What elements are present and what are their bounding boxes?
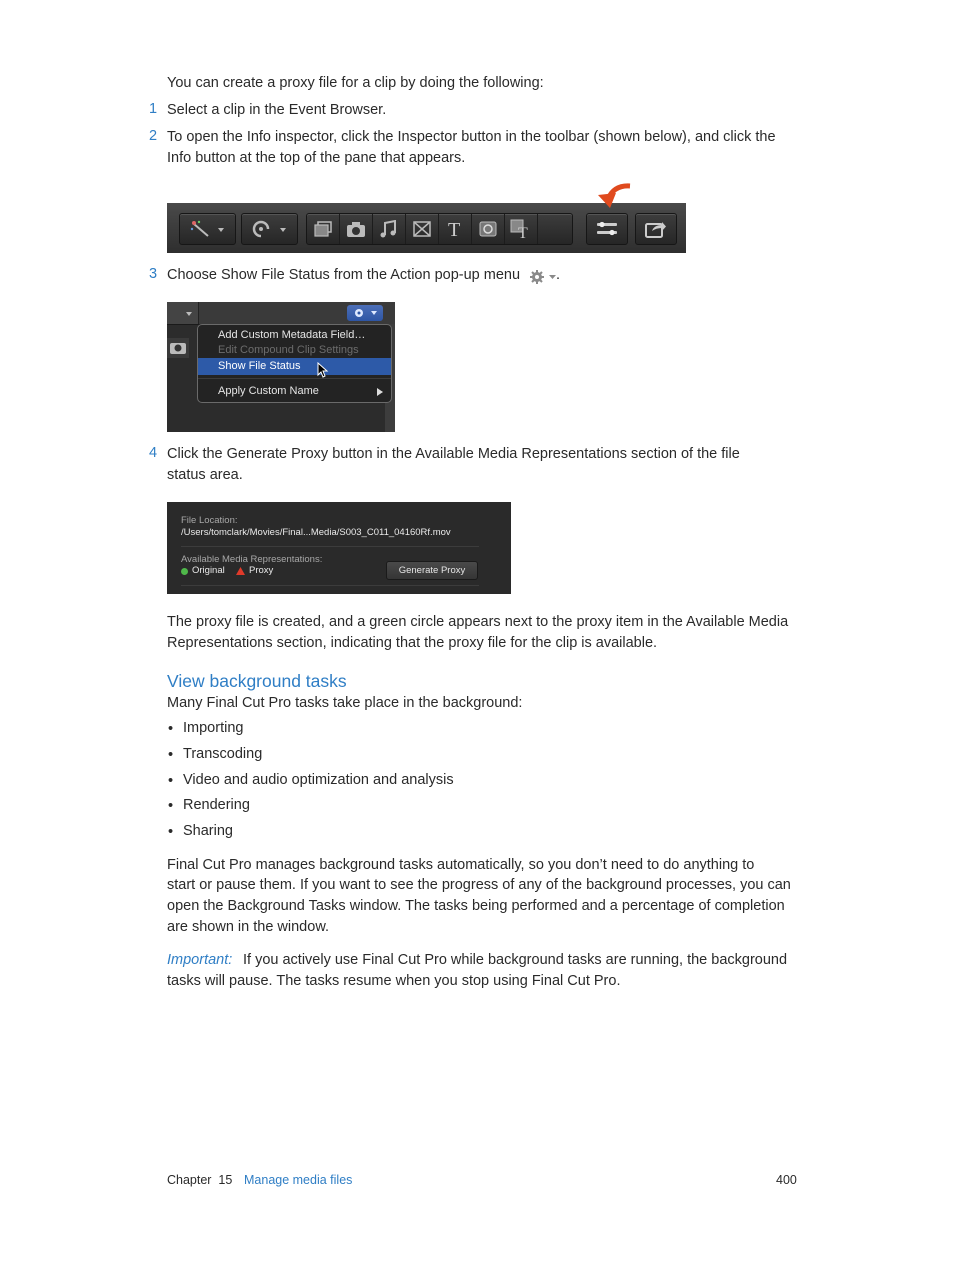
step-number: 4 <box>149 445 158 461</box>
footer-chapter: Chapter 15 <box>167 1173 233 1187</box>
step-text: Click the Generate Proxy button in the Available Media Representations section of the file <box>167 446 740 462</box>
music-button[interactable] <box>373 214 406 244</box>
step-text: Choose Show File Status from the Action pop-up menu <box>167 267 521 283</box>
submenu-arrow-icon <box>376 387 384 397</box>
bullet-dot: • <box>168 721 174 737</box>
music-icon <box>379 220 399 238</box>
intro-text: You can create a proxy file for a clip by doing the following: <box>167 75 544 91</box>
share-icon <box>645 220 667 243</box>
retime-icon <box>252 220 288 243</box>
important-text: tasks will pause. The tasks resume when you stop using Final Cut Pro. <box>167 973 621 989</box>
callout-arrow-icon <box>592 183 636 215</box>
bullet-dot: • <box>168 824 174 840</box>
list-item: Sharing <box>183 823 233 839</box>
transitions-button[interactable] <box>406 214 439 244</box>
menu-item-add-custom-metadata[interactable]: Add Custom Metadata Field… <box>218 329 366 341</box>
retime-button[interactable] <box>241 213 298 245</box>
camera-button[interactable] <box>340 214 373 244</box>
divider <box>181 546 479 547</box>
step-suffix: . <box>556 267 561 283</box>
important-label: Important: <box>167 952 233 968</box>
themes-button[interactable] <box>505 214 538 244</box>
proxy-label: Proxy <box>249 565 274 576</box>
result-text: The proxy file is created, and a green circle appears next to the proxy item in the Available Media <box>167 614 789 630</box>
magic-wand-icon <box>190 220 226 243</box>
generate-proxy-button[interactable]: Generate Proxy <box>386 561 478 580</box>
generators-icon <box>478 220 498 238</box>
themes-icon <box>510 219 532 239</box>
share-button[interactable] <box>635 213 677 245</box>
empty-slot <box>538 214 570 244</box>
bullet-dot: • <box>168 747 174 763</box>
generators-button[interactable] <box>472 214 505 244</box>
media-representations-label: Available Media Representations: <box>181 554 323 565</box>
menu-item-edit-compound-clip: Edit Compound Clip Settings <box>218 344 359 356</box>
list-item: Rendering <box>183 797 250 813</box>
action-popup-button[interactable] <box>347 305 383 321</box>
photos-icon <box>313 220 333 238</box>
inspector-button[interactable] <box>586 213 628 245</box>
original-status-circle-icon <box>181 568 188 575</box>
section-intro: Many Final Cut Pro tasks take place in the background: <box>167 695 523 711</box>
important-text: If you actively use Final Cut Pro while background tasks are running, the background <box>243 952 788 968</box>
transitions-icon <box>412 220 432 238</box>
menu-item-show-file-status[interactable]: Show File Status <box>198 358 391 375</box>
svg-text:T: T <box>448 219 461 239</box>
browser-buttons-group <box>306 213 573 245</box>
camera-stub <box>167 338 189 358</box>
result-text: Representations section, indicating that the proxy file for the clip is available. <box>167 635 658 651</box>
mouse-cursor-icon <box>317 362 329 378</box>
camera-icon <box>346 220 366 238</box>
titles-icon <box>445 219 465 239</box>
page-number: 400 <box>776 1173 797 1187</box>
action-gear-icon <box>530 270 558 289</box>
list-item: Video and audio optimization and analysis <box>183 772 454 788</box>
step-text: status area. <box>167 467 243 483</box>
section-heading: View background tasks <box>167 671 347 691</box>
file-location-value: /Users/tomclark/Movies/Final...Media/S003_C011_04160Rf.mov <box>181 527 451 538</box>
menu-item-apply-custom-name[interactable]: Apply Custom Name <box>218 385 319 397</box>
footer-chapter-link[interactable]: Manage media files <box>244 1173 353 1187</box>
photos-button[interactable] <box>307 214 340 244</box>
svg-text:T: T <box>518 225 528 239</box>
proxy-warning-triangle-icon <box>236 567 245 575</box>
list-item: Importing <box>183 720 244 736</box>
paragraph-line: open the Background Tasks window. The tasks being performed and a percentage of completion <box>167 898 785 914</box>
step-number: 1 <box>149 101 158 117</box>
dropdown-stub[interactable] <box>167 302 199 324</box>
paragraph-line: start or pause them. If you want to see the progress of any of the background processes, you can <box>167 877 791 893</box>
inspector-icon <box>596 220 618 243</box>
magic-wand-button[interactable] <box>179 213 236 245</box>
bullet-dot: • <box>168 773 174 789</box>
divider <box>181 585 479 586</box>
step-text: Select a clip in the Event Browser. <box>167 102 387 118</box>
file-location-label: File Location: <box>181 515 238 526</box>
action-menu-screenshot <box>167 302 395 432</box>
step-number: 3 <box>149 266 158 282</box>
paragraph-line: are shown in the window. <box>167 919 330 935</box>
bullet-dot: • <box>168 798 174 814</box>
step-text: Info button at the top of the pane that appears. <box>167 150 466 166</box>
file-status-screenshot <box>167 502 511 594</box>
paragraph-line: Final Cut Pro manages background tasks automatically, so you don’t need to do anything to <box>167 857 755 873</box>
step-text: To open the Info inspector, click the Inspector button in the toolbar (shown below), and click the <box>167 129 776 145</box>
step-number: 2 <box>149 128 158 144</box>
original-label: Original <box>192 565 225 576</box>
menu-divider <box>198 378 391 379</box>
camera-icon <box>167 338 189 358</box>
action-popup-menu <box>197 324 392 403</box>
titles-button[interactable] <box>439 214 472 244</box>
list-item: Transcoding <box>183 746 263 762</box>
